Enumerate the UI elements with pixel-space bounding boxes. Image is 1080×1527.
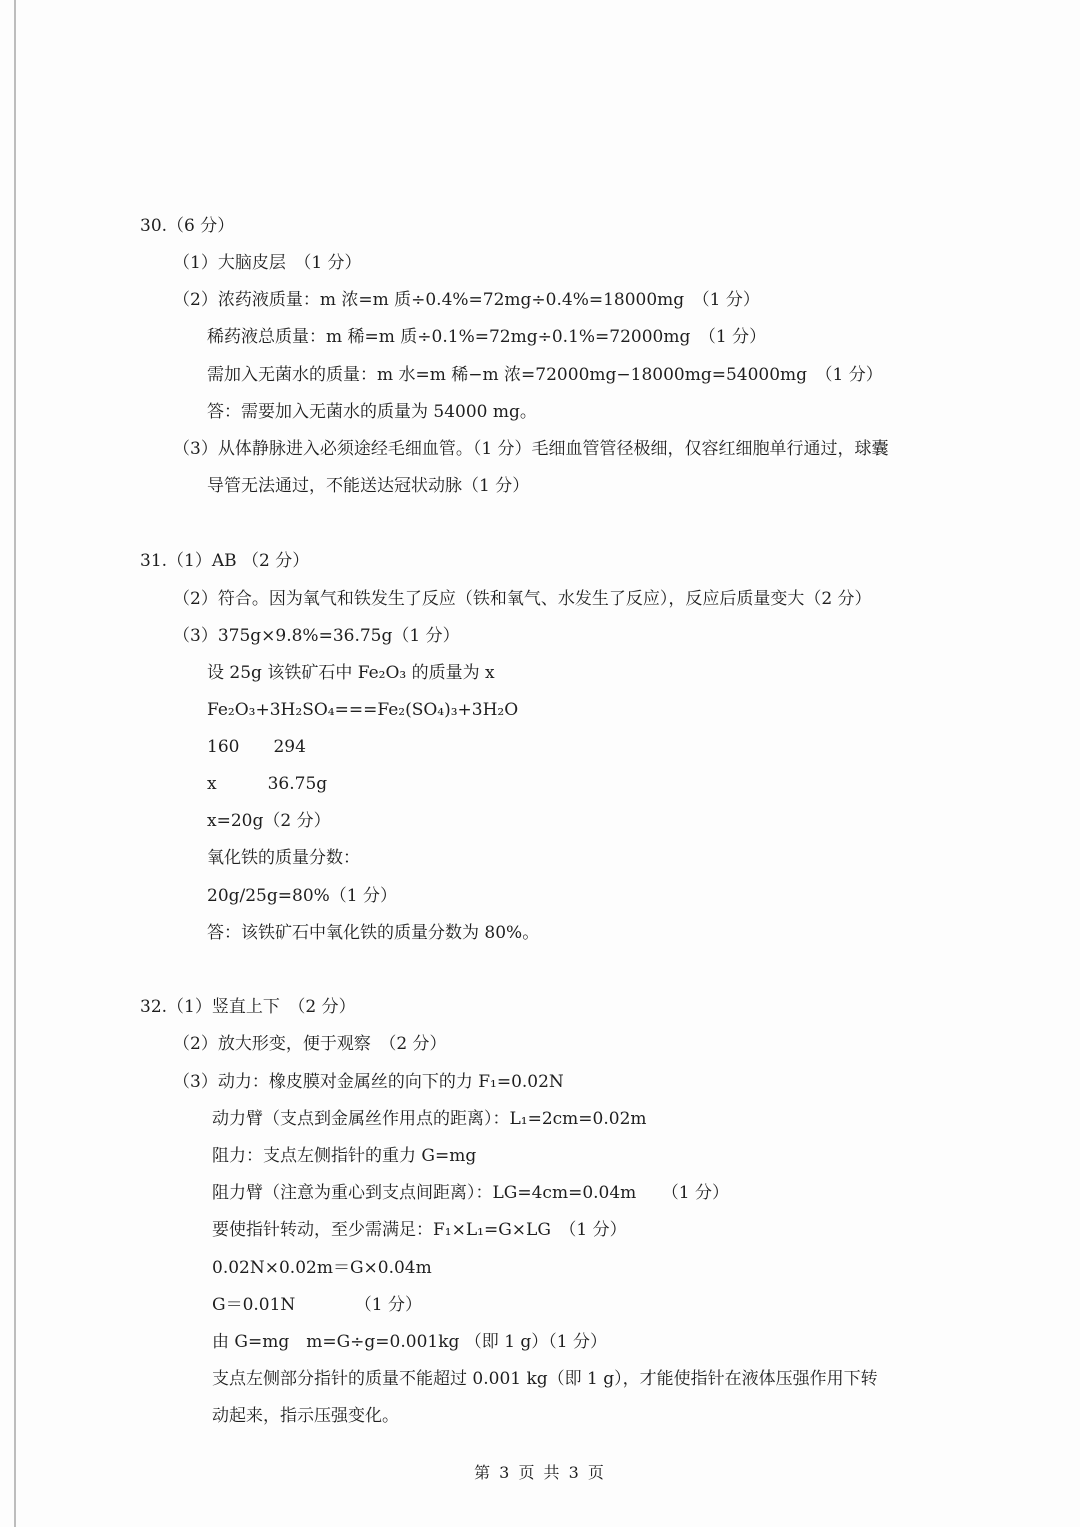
q32-part3-line7: G＝0.01N （1 分） — [212, 1295, 423, 1315]
q32-part3-line2: 动力臂（支点到金属丝作用点的距离）：L₁=2cm=0.02m — [212, 1109, 647, 1129]
q32-part3-line8: 由 G=mg m=G÷g=0.001kg （即 1 g）（1 分） — [212, 1332, 608, 1352]
q30-part2-answer: 答：需要加入无菌水的质量为 54000 mg。 — [207, 402, 537, 422]
q32-part3-line4: 阻力臂（注意为重心到支点间距离）：LG=4cm=0.04m （1 分） — [212, 1183, 730, 1203]
q31-unknowns: x 36.75g — [207, 774, 328, 794]
q30-part1: （1）大脑皮层 （1 分） — [173, 253, 362, 273]
q31-fraction-calc: 20g/25g=80%（1 分） — [207, 886, 398, 906]
q31-molar-mass: 160 294 — [207, 737, 306, 757]
q32-part3-line6: 0.02N×0.02m＝G×0.04m — [212, 1258, 432, 1278]
q30-part3-line1: （3）从体静脉进入必须途经毛细血管。（1 分）毛细血管管径极细，仅容红细胞单行通过，球囊 — [173, 439, 889, 459]
q31-part2: （2）符合。因为氧气和铁发生了反应（铁和氧气、水发生了反应），反应后质量变大（2 分） — [173, 589, 872, 609]
q30-part3-line2: 导管无法通过，不能送达冠状动脉（1 分） — [207, 476, 530, 496]
q32-part3-line10: 动起来，指示压强变化。 — [212, 1406, 399, 1426]
q32-part3-line9: 支点左侧部分指针的质量不能超过 0.001 kg（即 1 g），才能使指针在液体压强作用下转 — [212, 1369, 878, 1389]
q30-header: 30.（6 分） — [140, 216, 235, 236]
q30-part2-line2: 稀药液总质量：m 稀=m 质÷0.1%=72mg÷0.1%=72000mg （1 分） — [207, 327, 767, 347]
q32-part2: （2）放大形变，便于观察 （2 分） — [173, 1034, 447, 1054]
q31-part3-line2: 设 25g 该铁矿石中 Fe₂O₃ 的质量为 x — [207, 663, 495, 683]
q31-solution: x=20g（2 分） — [207, 811, 331, 831]
q31-header: 31.（1）AB （2 分） — [140, 551, 310, 571]
q32-part3-line3: 阻力：支点左侧指针的重力 G=mg — [212, 1146, 477, 1166]
q31-answer: 答：该铁矿石中氧化铁的质量分数为 80%。 — [207, 923, 540, 943]
q32-header: 32.（1）竖直上下 （2 分） — [140, 997, 356, 1017]
q32-part3-line1: （3）动力：橡皮膜对金属丝的向下的力 F₁=0.02N — [173, 1072, 564, 1092]
q32-part3-line5: 要使指针转动，至少需满足：F₁×L₁=G×LG （1 分） — [212, 1220, 627, 1240]
q31-part3-line1: （3）375g×9.8%=36.75g（1 分） — [173, 626, 460, 646]
q30-part2-line1: （2）浓药液质量：m 浓=m 质÷0.4%=72mg÷0.4%=18000mg （1 分） — [173, 290, 760, 310]
q31-equation: Fe₂O₃+3H₂SO₄===Fe₂(SO₄)₃+3H₂O — [207, 700, 519, 720]
page-number: 第 3 页 共 3 页 — [474, 1463, 606, 1482]
q31-fraction-label: 氧化铁的质量分数： — [207, 848, 360, 868]
q30-part2-line3: 需加入无菌水的质量：m 水=m 稀−m 浓=72000mg−18000mg=54000mg （1 分） — [207, 365, 883, 385]
